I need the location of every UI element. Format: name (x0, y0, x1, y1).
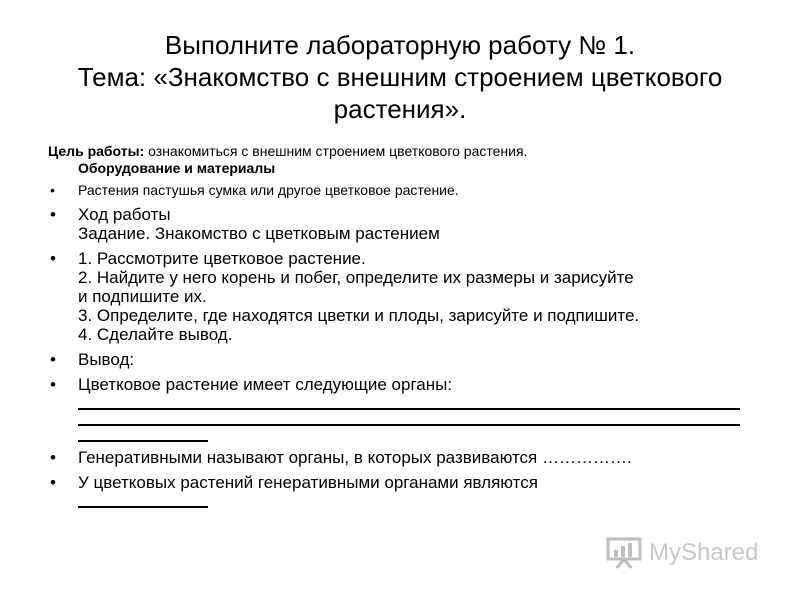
step-line: 3. Определите, где находятся цветки и плоды, зарисуйте и подпишите. (78, 306, 640, 325)
bullet-icon: • (50, 249, 56, 268)
conclusion-label: Вывод: (78, 350, 135, 369)
list-item-organs (48, 375, 768, 442)
slide-body (48, 143, 768, 508)
bullet-icon: • (50, 473, 56, 492)
title-line-1: Выполните лабораторную работу № 1. (164, 30, 636, 60)
bullet-icon: • (50, 375, 56, 394)
watermark (606, 533, 766, 573)
goal-text: ознакомиться с внешним строением цветкового растения. (144, 143, 528, 159)
bullet-icon: • (50, 350, 56, 369)
work-heading: Ход работы (78, 205, 171, 224)
list-item-work (48, 205, 768, 243)
step-line: 2. Найдите у него корень и побег, определите их размеры и зарисуйте (78, 268, 634, 287)
list-item-conclusion (48, 350, 768, 369)
list-item-plants (48, 181, 768, 199)
goal-label: Цель работы: (48, 143, 145, 159)
watermark-text: MyShared (649, 539, 759, 566)
list-item-generative (48, 448, 768, 467)
plants-text: Растения пастушья сумка или другое цветковое растение. (78, 182, 459, 198)
bullet-list (48, 181, 768, 508)
answer-blank-line (78, 394, 740, 410)
title-line-2: Тема: «Знакомство с внешним строением цветкового (77, 62, 723, 92)
answer-blank-line (78, 426, 208, 442)
bullet-icon: • (50, 205, 56, 224)
presentation-chart-icon (606, 537, 642, 569)
organs-text: Цветковое растение имеет следующие органы: (78, 375, 453, 394)
answer-blank-line (78, 492, 208, 508)
list-item-flowering (48, 473, 768, 508)
list-item-steps (48, 249, 768, 344)
step-line: 4. Сделайте вывод. (78, 325, 233, 344)
title-line-3: растения». (333, 94, 467, 124)
equipment-heading: Оборудование и материалы (78, 160, 276, 176)
work-task: Задание. Знакомство с цветковым растением (78, 224, 440, 243)
goal-line (48, 143, 768, 160)
step-line: и подпишите их. (78, 287, 207, 306)
answer-blank-line (78, 410, 740, 426)
goal-block (48, 143, 768, 177)
bullet-icon: • (50, 182, 55, 198)
slide-title (0, 29, 800, 125)
generative-text: Генеративными называют органы, в которых развиваются ……………. (78, 448, 632, 467)
flowering-text: У цветковых растений генеративными органами являются (78, 473, 538, 492)
bullet-icon: • (50, 448, 56, 467)
step-line: 1. Рассмотрите цветковое растение. (78, 249, 366, 268)
